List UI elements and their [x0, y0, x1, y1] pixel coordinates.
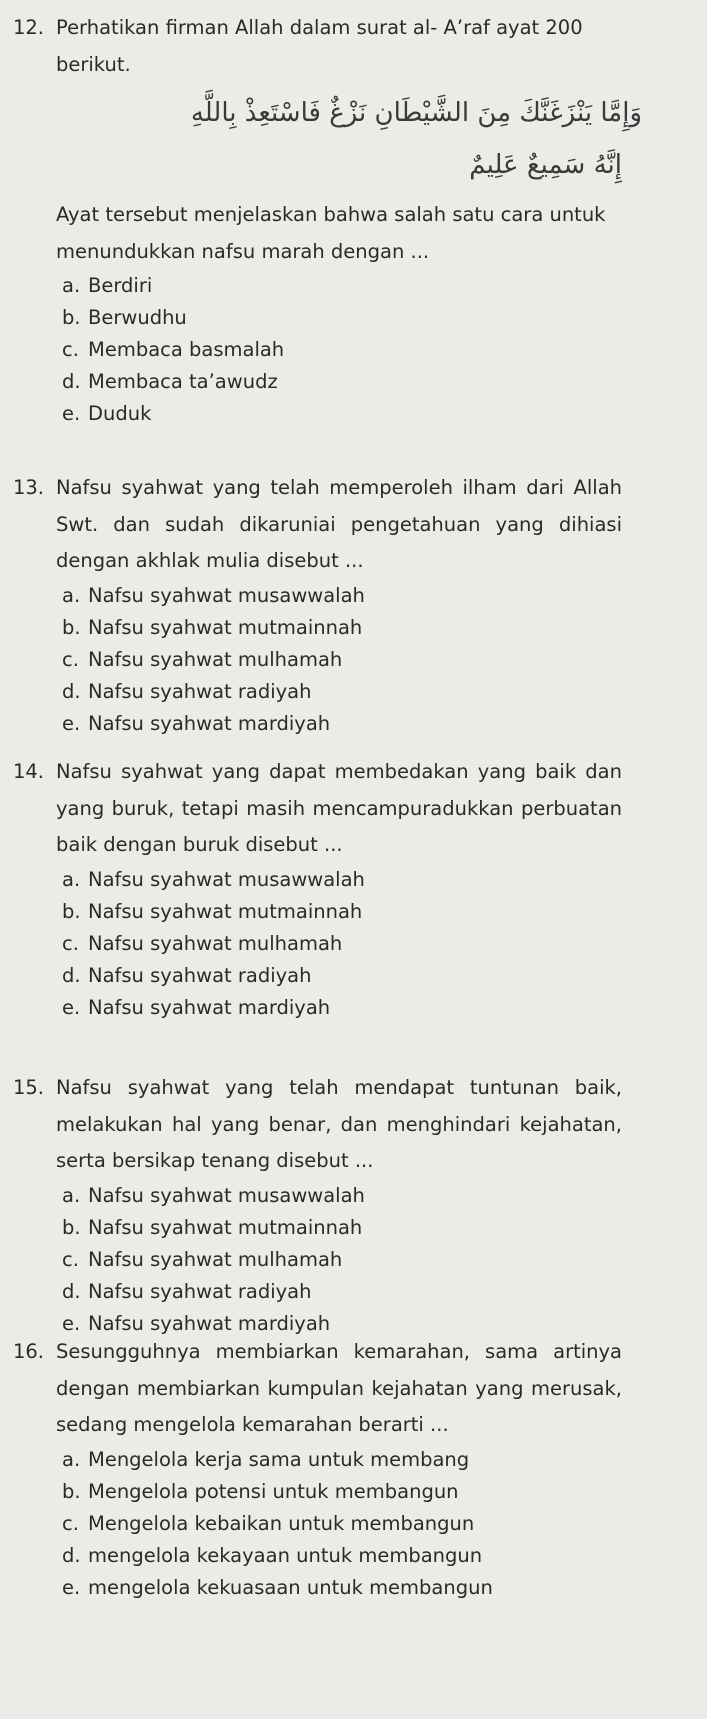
option-text: Nafsu syahwat radiyah — [88, 963, 312, 987]
option-letter: e. — [62, 402, 81, 425]
option-letter: e. — [62, 1575, 81, 1599]
option-letter: a. — [62, 583, 81, 607]
option-c[interactable] — [62, 334, 707, 366]
arabic-verse-line-1: وَإِمَّا يَنْزَغَنَّكَ مِنَ الشَّيْطَانِ نَزْغٌ فَاسْتَعِذْ بِاللَّهِ — [190, 98, 642, 128]
option-text: Nafsu syahwat mardiyah — [88, 711, 331, 735]
option-b[interactable] — [62, 302, 707, 334]
options-list — [62, 1444, 707, 1604]
arabic-verse-line-2: إِنَّهُ سَمِيعٌ عَلِيمٌ — [469, 150, 622, 180]
option-text: Membaca ta’awudz — [88, 370, 278, 393]
option-d[interactable] — [62, 366, 707, 398]
option-d[interactable] — [62, 960, 707, 992]
option-e[interactable] — [62, 398, 707, 430]
option-letter: d. — [62, 679, 81, 703]
option-letter: d. — [62, 1279, 81, 1303]
option-letter: b. — [62, 306, 81, 329]
option-letter: d. — [62, 963, 81, 987]
options-list — [62, 1180, 707, 1340]
option-text: Nafsu syahwat mulhamah — [88, 1247, 343, 1271]
question-number: 14. — [12, 760, 44, 783]
option-letter: a. — [62, 1183, 81, 1207]
option-text: Mengelola kebaikan untuk membangun — [88, 1511, 475, 1535]
option-text: mengelola kekuasaan untuk membangun — [88, 1575, 493, 1599]
option-d[interactable] — [62, 676, 707, 708]
question-prompt: Ayat tersebut menjelaskan bahwa salah satu cara untuk menundukkan nafsu marah dengan ... — [56, 203, 606, 263]
question-14 — [0, 754, 707, 1024]
option-text: Nafsu syahwat mutmainnah — [88, 1215, 363, 1239]
question-text: Perhatikan firman Allah dalam surat al- A’raf ayat 200 berikut. — [56, 16, 583, 76]
question-13 — [0, 470, 707, 740]
options-list — [62, 580, 707, 740]
option-text: Nafsu syahwat mutmainnah — [88, 899, 363, 923]
option-letter: b. — [62, 1479, 81, 1503]
option-letter: b. — [62, 899, 81, 923]
option-letter: e. — [62, 711, 81, 735]
option-a[interactable] — [62, 1180, 707, 1212]
option-text: Nafsu syahwat mardiyah — [88, 1311, 331, 1335]
option-letter: c. — [62, 338, 79, 361]
option-text: Nafsu syahwat mulhamah — [88, 931, 343, 955]
option-text: Nafsu syahwat musawwalah — [88, 867, 365, 891]
option-text: Nafsu syahwat musawwalah — [88, 583, 365, 607]
question-text: Nafsu syahwat yang telah mendapat tuntunan baik, melakukan hal yang benar, dan menghindari kejahatan, serta bersikap tenang disebut ... — [56, 1076, 622, 1172]
option-text: Mengelola kerja sama untuk membang — [88, 1447, 470, 1471]
option-letter: d. — [62, 370, 81, 393]
question-number: 13. — [12, 476, 44, 499]
option-letter: a. — [62, 867, 81, 891]
option-letter: c. — [62, 647, 79, 671]
option-d[interactable] — [62, 1540, 707, 1572]
option-letter: e. — [62, 995, 81, 1019]
question-number: 15. — [12, 1076, 44, 1099]
question-12 — [0, 10, 707, 430]
option-text: Nafsu syahwat mutmainnah — [88, 615, 363, 639]
question-text: Nafsu syahwat yang dapat membedakan yang baik dan yang buruk, tetapi masih mencampuradukkan perbuatan baik dengan buruk disebut ... — [56, 760, 622, 856]
option-letter: a. — [62, 1447, 81, 1471]
question-16 — [0, 1334, 707, 1604]
option-e[interactable] — [62, 708, 707, 740]
option-text: Mengelola potensi untuk membangun — [88, 1479, 459, 1503]
option-letter: a. — [62, 274, 81, 297]
option-text: mengelola kekayaan untuk membangun — [88, 1543, 483, 1567]
option-text: Nafsu syahwat mulhamah — [88, 647, 343, 671]
option-text: Nafsu syahwat radiyah — [88, 1279, 312, 1303]
option-a[interactable] — [62, 270, 707, 302]
question-15 — [0, 1070, 707, 1340]
option-e[interactable] — [62, 1572, 707, 1604]
option-d[interactable] — [62, 1276, 707, 1308]
option-c[interactable] — [62, 1244, 707, 1276]
option-text: Membaca basmalah — [88, 338, 285, 361]
option-c[interactable] — [62, 644, 707, 676]
option-text: Berdiri — [88, 274, 153, 297]
question-number: 12. — [12, 16, 44, 39]
option-text: Nafsu syahwat musawwalah — [88, 1183, 365, 1207]
option-b[interactable] — [62, 1212, 707, 1244]
question-text: Sesungguhnya membiarkan kemarahan, sama artinya dengan membiarkan kumpulan kejahatan yang merusak, sedang mengelola kemarahan berarti ... — [56, 1340, 622, 1436]
option-letter: e. — [62, 1311, 81, 1335]
option-letter: d. — [62, 1543, 81, 1567]
option-c[interactable] — [62, 928, 707, 960]
option-a[interactable] — [62, 864, 707, 896]
option-text: Berwudhu — [88, 306, 187, 329]
option-b[interactable] — [62, 1476, 707, 1508]
option-letter: b. — [62, 1215, 81, 1239]
option-letter: c. — [62, 1511, 79, 1535]
option-a[interactable] — [62, 1444, 707, 1476]
option-text: Duduk — [88, 402, 152, 425]
option-letter: b. — [62, 615, 81, 639]
question-text: Nafsu syahwat yang telah memperoleh ilham dari Allah Swt. dan sudah dikaruniai pengetahuan yang dihiasi dengan akhlak mulia disebut ... — [56, 476, 622, 572]
option-text: Nafsu syahwat radiyah — [88, 679, 312, 703]
options-list — [62, 864, 707, 1024]
question-number: 16. — [12, 1340, 44, 1363]
option-letter: c. — [62, 1247, 79, 1271]
option-e[interactable] — [62, 992, 707, 1024]
option-c[interactable] — [62, 1508, 707, 1540]
option-b[interactable] — [62, 612, 707, 644]
option-text: Nafsu syahwat mardiyah — [88, 995, 331, 1019]
option-letter: c. — [62, 931, 79, 955]
options-list — [62, 270, 707, 430]
option-b[interactable] — [62, 896, 707, 928]
option-a[interactable] — [62, 580, 707, 612]
